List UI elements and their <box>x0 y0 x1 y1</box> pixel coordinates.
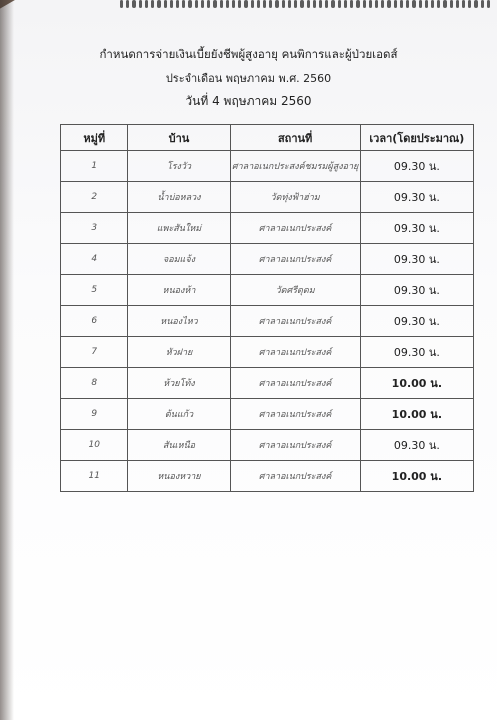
spiral-ring <box>406 0 409 8</box>
header-village: บ้าน <box>128 125 230 151</box>
cell-village: จอมแจ้ง <box>128 244 230 275</box>
spiral-ring <box>151 0 154 8</box>
spiral-ring <box>263 0 266 8</box>
cell-place: วัดศรีดุดม <box>230 275 360 306</box>
cell-time: 10.00 น. <box>360 399 473 430</box>
cell-village: โรงวัว <box>128 151 230 182</box>
cell-moo: 11 <box>61 461 128 492</box>
cell-place: ศาลาอเนกประสงค์ <box>230 399 360 430</box>
spiral-ring <box>356 0 359 8</box>
cell-place: ศาลาอเนกประสงค์ <box>230 244 360 275</box>
spiral-ring <box>437 0 440 8</box>
spiral-ring <box>363 0 366 8</box>
schedule-table <box>60 124 474 492</box>
spiral-ring <box>344 0 347 8</box>
cell-moo: 6 <box>61 306 128 337</box>
table-row <box>61 368 474 399</box>
spiral-ring <box>462 0 465 8</box>
spiral-ring <box>394 0 397 8</box>
cell-place: ศาลาอเนกประสงค์ <box>230 461 360 492</box>
spiral-ring <box>481 0 484 8</box>
spiral-ring <box>139 0 142 8</box>
spiral-ring <box>313 0 316 8</box>
header-moo: หมู่ที่ <box>61 125 128 151</box>
document-title: กำหนดการจ่ายเงินเบี้ยยังชีพผู้สูงอายุ คนพิการและผู้ป่วยเอดส์ <box>99 47 398 61</box>
cell-place: ศาลาอเนกประสงค์ <box>230 213 360 244</box>
spiral-ring <box>375 0 378 8</box>
cell-place: ศาลาอเนกประสงค์ชมรมผู้สูงอายุ <box>230 151 360 182</box>
cell-time: 09.30 น. <box>360 244 473 275</box>
table-row <box>61 244 474 275</box>
cell-village: หนองไหว <box>128 306 230 337</box>
spiral-ring <box>412 0 415 8</box>
spiral-ring <box>145 0 148 8</box>
spiral-ring <box>126 0 129 8</box>
spiral-ring <box>226 0 229 8</box>
spiral-ring <box>188 0 191 8</box>
spiral-ring <box>201 0 204 8</box>
cell-place: ศาลาอเนกประสงค์ <box>230 430 360 461</box>
spiral-ring <box>195 0 198 8</box>
spiral-ring <box>307 0 310 8</box>
spiral-ring <box>325 0 328 8</box>
cell-place: วัดทุ่งฟ้าฮ่าม <box>230 182 360 213</box>
spiral-ring <box>257 0 260 8</box>
spiral-ring <box>238 0 241 8</box>
cell-time: 09.30 น. <box>360 182 473 213</box>
spiral-ring <box>176 0 179 8</box>
spiral-ring <box>487 0 490 8</box>
table-row <box>61 182 474 213</box>
spiral-ring <box>474 0 477 8</box>
cell-place: ศาลาอเนกประสงค์ <box>230 306 360 337</box>
cell-time: 10.00 น. <box>360 368 473 399</box>
table-row <box>61 275 474 306</box>
spiral-ring <box>319 0 322 8</box>
spiral-binding <box>120 0 490 10</box>
cell-moo: 2 <box>61 182 128 213</box>
cell-moo: 9 <box>61 399 128 430</box>
header-place: สถานที่ <box>230 125 360 151</box>
spiral-ring <box>468 0 471 8</box>
spiral-ring <box>431 0 434 8</box>
table-row <box>61 399 474 430</box>
cell-moo: 4 <box>61 244 128 275</box>
spiral-ring <box>132 0 135 8</box>
table-header-row <box>61 125 474 151</box>
spiral-ring <box>387 0 390 8</box>
cell-place: ศาลาอเนกประสงค์ <box>230 368 360 399</box>
spiral-ring <box>443 0 446 8</box>
table-row <box>61 151 474 182</box>
spiral-ring <box>157 0 160 8</box>
spiral-ring <box>275 0 278 8</box>
spiral-ring <box>456 0 459 8</box>
spiral-ring <box>220 0 223 8</box>
table-row <box>61 461 474 492</box>
table-row <box>61 213 474 244</box>
cell-time: 09.30 น. <box>360 337 473 368</box>
spiral-ring <box>425 0 428 8</box>
cell-moo: 8 <box>61 368 128 399</box>
spiral-ring <box>350 0 353 8</box>
cell-place: ศาลาอเนกประสงค์ <box>230 337 360 368</box>
spiral-ring <box>182 0 185 8</box>
cell-moo: 5 <box>61 275 128 306</box>
cell-moo: 3 <box>61 213 128 244</box>
spiral-ring <box>369 0 372 8</box>
cell-time: 09.30 น. <box>360 306 473 337</box>
cell-village: น้ำบ่อหลวง <box>128 182 230 213</box>
spiral-ring <box>207 0 210 8</box>
spiral-ring <box>269 0 272 8</box>
spiral-ring <box>381 0 384 8</box>
spiral-ring <box>400 0 403 8</box>
table-row <box>61 306 474 337</box>
spiral-ring <box>450 0 453 8</box>
spiral-ring <box>213 0 216 8</box>
spiral-ring <box>331 0 334 8</box>
cell-village: สันเหนือ <box>128 430 230 461</box>
cell-time: 09.30 น. <box>360 430 473 461</box>
cell-village: หนองหวาย <box>128 461 230 492</box>
cell-village: ห้วยโท้ง <box>128 368 230 399</box>
cell-village: หัวฝาย <box>128 337 230 368</box>
spiral-ring <box>251 0 254 8</box>
spiral-ring <box>419 0 422 8</box>
table-row <box>61 337 474 368</box>
spiral-ring <box>170 0 173 8</box>
spiral-ring <box>232 0 235 8</box>
spiral-ring <box>120 0 123 8</box>
cell-time: 09.30 น. <box>360 151 473 182</box>
cell-moo: 7 <box>61 337 128 368</box>
cell-time: 09.30 น. <box>360 213 473 244</box>
header-time: เวลา(โดยประมาณ) <box>360 125 473 151</box>
cell-moo: 1 <box>61 151 128 182</box>
spiral-ring <box>244 0 247 8</box>
document-month: ประจำเดือน พฤษภาคม พ.ศ. 2560 <box>165 72 332 85</box>
cell-time: 10.00 น. <box>360 461 473 492</box>
cell-village: แพะสันใหม่ <box>128 213 230 244</box>
document-date: วันที่ 4 พฤษภาคม 2560 <box>185 94 312 108</box>
spiral-ring <box>288 0 291 8</box>
spiral-ring <box>294 0 297 8</box>
spiral-ring <box>338 0 341 8</box>
spiral-ring <box>164 0 167 8</box>
cell-moo: 10 <box>61 430 128 461</box>
cell-village: ต้นแก้ว <box>128 399 230 430</box>
table-row <box>61 430 474 461</box>
spiral-ring <box>300 0 303 8</box>
spiral-ring <box>282 0 285 8</box>
cell-time: 09.30 น. <box>360 275 473 306</box>
cell-village: หนองห้า <box>128 275 230 306</box>
